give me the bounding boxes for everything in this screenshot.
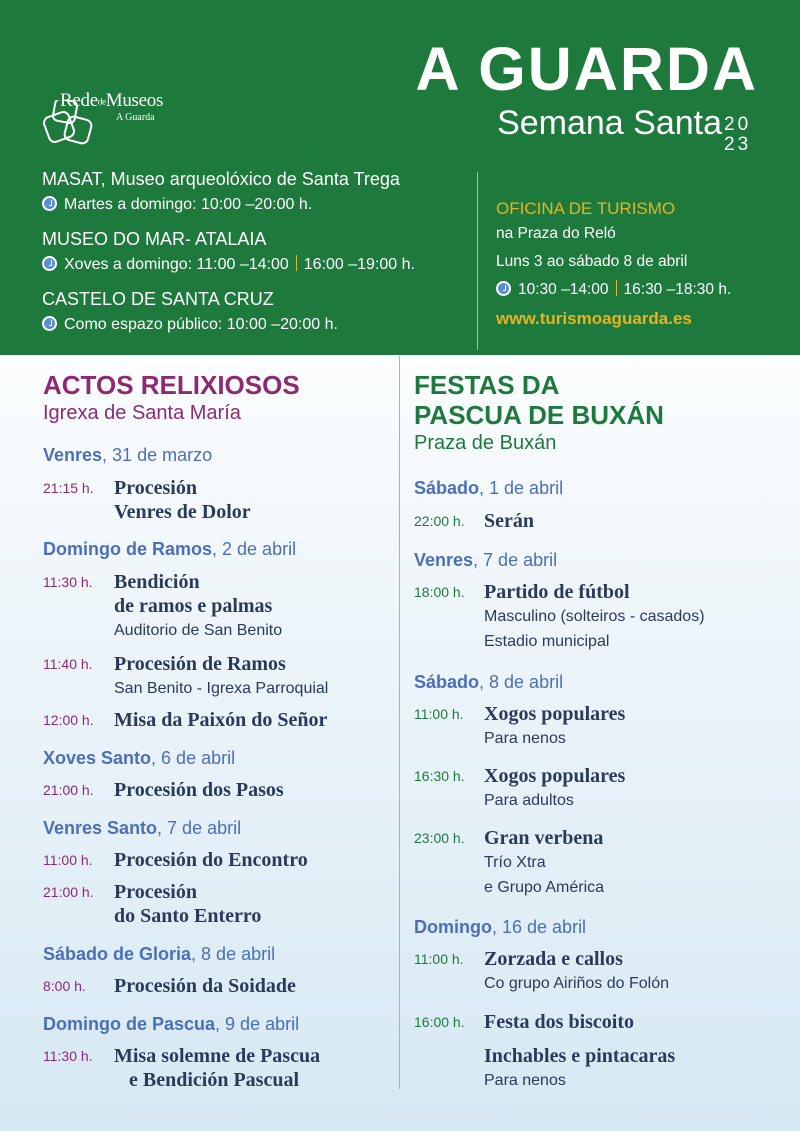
day-heading: Venres, 7 de abril [414, 550, 558, 570]
clock-icon [42, 196, 57, 211]
day-heading: Domingo de Ramos, 2 de abril [43, 539, 297, 559]
clock-icon [42, 256, 57, 271]
museum-hours: Martes a domingo: 10:00 –20:00 h. [42, 192, 472, 226]
museum-name: MASAT, Museo arqueolóxico de Santa Trega [42, 169, 400, 189]
page-subtitle: Semana Santa [497, 104, 722, 142]
divider [616, 280, 617, 296]
tourism-place: na Praza do Reló [496, 225, 616, 242]
column-divider [399, 356, 400, 1089]
divider [296, 255, 297, 271]
day-heading: Venres Santo, 7 de abril [43, 818, 242, 838]
section-title-line2: PASCUA DE BUXÁN [414, 400, 664, 430]
day-heading: Venres, 31 de marzo [43, 445, 213, 465]
clock-icon [42, 316, 57, 331]
day-heading: Domingo de Pascua, 9 de abril [43, 1014, 300, 1034]
year-label: 20 23 [724, 114, 752, 155]
logo-text: RededeMuseos [60, 90, 164, 111]
page-title: A GUARDA [415, 35, 758, 103]
day-heading: Sábado de Gloria, 8 de abril [43, 944, 276, 964]
tourism-website-link[interactable]: www.turismoaguarda.es [496, 309, 692, 328]
museum-name: MUSEO DO MAR- ATALAIA [42, 229, 267, 249]
museum-hours: Como espazo público: 10:00 –20:00 h. [42, 312, 472, 346]
day-heading: Xoves Santo, 6 de abril [43, 748, 236, 768]
museums-list [42, 166, 472, 346]
section-place: Igrexa de Santa María [43, 402, 241, 424]
clock-icon [496, 281, 511, 296]
section-place: Praza de Buxán [414, 432, 557, 454]
header-banner [0, 0, 800, 355]
day-heading: Sábado, 8 de abril [414, 672, 564, 692]
museum-name: CASTELO DE SANTA CRUZ [42, 289, 274, 309]
section-title-line1: FESTAS DA [414, 370, 560, 400]
day-heading: Sábado, 1 de abril [414, 478, 564, 498]
section-title: ACTOS RELIXIOSOS [43, 370, 300, 400]
tourism-hours: 10:30 –14:00 16:30 –18:30 h. [496, 277, 796, 305]
header-divider [477, 172, 478, 350]
day-heading: Domingo, 16 de abril [414, 917, 587, 937]
museum-hours: Xoves a domingo: 11:00 –14:00 16:00 –19:00 h. [42, 252, 472, 286]
tourism-days: Luns 3 ao sábado 8 de abril [496, 253, 688, 270]
tourism-office [496, 196, 796, 333]
tourism-title: OFICINA DE TURISMO [496, 199, 676, 218]
rede-museos-logo [40, 80, 190, 150]
logo-subtext: A Guarda [116, 112, 155, 123]
